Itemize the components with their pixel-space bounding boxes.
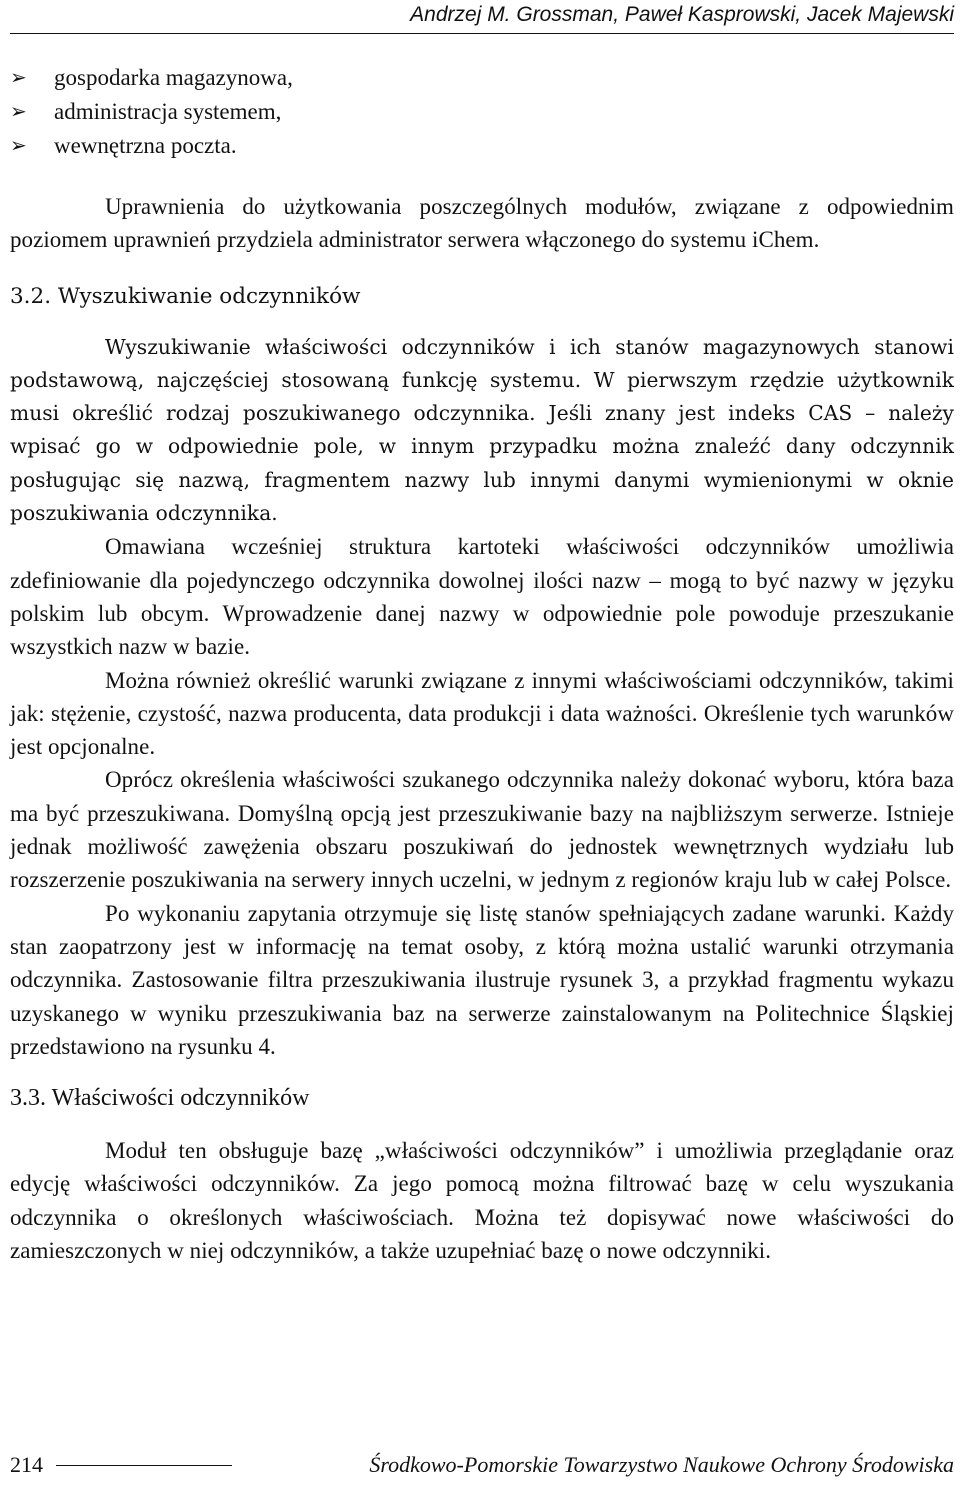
list-item-text: gospodarka magazynowa, bbox=[54, 65, 293, 90]
section-heading-3-2: 3.2. Wyszukiwanie odczynników bbox=[10, 283, 361, 309]
page-footer bbox=[10, 1452, 954, 1478]
list-item bbox=[10, 129, 954, 163]
list-item bbox=[10, 95, 954, 129]
section-3-2-paragraph: Wyszukiwanie właściwości odczynników i ich stanów magazynowych stanowi podstawową, najczęściej stosowaną funkcję systemu. W pierwszym rzędzie użytkownik musi określić rodzaj poszukiwanego odczynnika. Jeśli znany jest indeks CAS – należy wpisać go w odpowiednie pole, w innym przypadku można znaleźć dany odczynnik posługując się nazwą, fragmentem nazwy lub innymi danymi wymienionymi w oknie poszukiwania odczynnika. bbox=[10, 334, 954, 526]
header-rule bbox=[10, 33, 954, 34]
running-header-authors: Andrzej M. Grossman, Paweł Kasprowski, Jacek Majewski bbox=[410, 3, 954, 26]
list-item-text: administracja systemem, bbox=[54, 99, 282, 124]
footer-rule bbox=[56, 1465, 232, 1466]
section-3-2-paragraph: Można również określić warunki związane z innymi właściwościami odczynników, takimi jak: stężenie, czystość, nazwa producenta, data produkcji i data ważności. Określenie tych warunków jest opcjonalne. bbox=[10, 667, 954, 760]
intro-paragraph: Uprawnienia do użytkowania poszczególnych modułów, związane z odpowiednim poziomem uprawnień przydziela administrator serwera włączonego do systemu iChem. bbox=[10, 194, 954, 253]
list-item-text: wewnętrzna poczta. bbox=[54, 133, 237, 158]
footer-journal-title: Środkowo-Pomorskie Towarzystwo Naukowe Ochrony Środowiska bbox=[369, 1452, 954, 1477]
section-3-3-paragraph: Moduł ten obsługuje bazę „właściwości odczynników” i umożliwia przeglądanie oraz edycję właściwości odczynników. Za jego pomocą można filtrować bazę w celu wyszukania odczynnika o określonych właściwościach. Można też dopisywać nowe właściwości do zamieszczonych w niej odczynników, a także uzupełniać bazę o nowe odczynniki. bbox=[10, 1138, 954, 1264]
section-heading-3-3: 3.3. Właściwości odczynników bbox=[10, 1085, 310, 1112]
page-number: 214 bbox=[10, 1452, 43, 1477]
arrowhead-bullet-icon: ➢ bbox=[10, 67, 27, 89]
bullet-list bbox=[10, 61, 954, 163]
arrowhead-bullet-icon: ➢ bbox=[10, 101, 27, 123]
section-3-2-paragraph: Oprócz określenia właściwości szukanego odczynnika należy dokonać wyboru, która baza ma być przeszukiwana. Domyślną opcją jest przeszukiwanie bazy na najbliższym serwerze. Istnieje jednak możliwość zawężenia obszaru poszukiwań do jednostek wewnętrznych wydziału lub rozszerzenie poszukiwania na serwery innych uczelni, w jednym z regionów kraju lub w całej Polsce. bbox=[10, 767, 954, 893]
section-3-2-paragraph: Po wykonaniu zapytania otrzymuje się listę stanów spełniających zadane warunki. Każdy stan zaopatrzony jest w informację na temat osoby, z którą można ustalić warunki otrzymania odczynnika. Zastosowanie filtra przeszukiwania ilustruje rysunek 3, a przykład fragmentu wykazu uzyskanego w wyniku przeszukiwania baz na serwerze zainstalowanym na Politechnice Śląskiej przedstawiono na rysunku 4. bbox=[10, 900, 954, 1059]
section-3-2-paragraph: Omawiana wcześniej struktura kartoteki właściwości odczynników umożliwia zdefiniowanie dla pojedynczego odczynnika dowolnej ilości nazw – mogą to być nazwy w języku polskim lub obcym. Wprowadzenie danej nazwy w odpowiednie pole powoduje przeszukanie wszystkich nazw w bazie. bbox=[10, 534, 954, 660]
document-page bbox=[10, 0, 954, 1477]
list-item bbox=[10, 61, 954, 95]
arrowhead-bullet-icon: ➢ bbox=[10, 135, 27, 157]
